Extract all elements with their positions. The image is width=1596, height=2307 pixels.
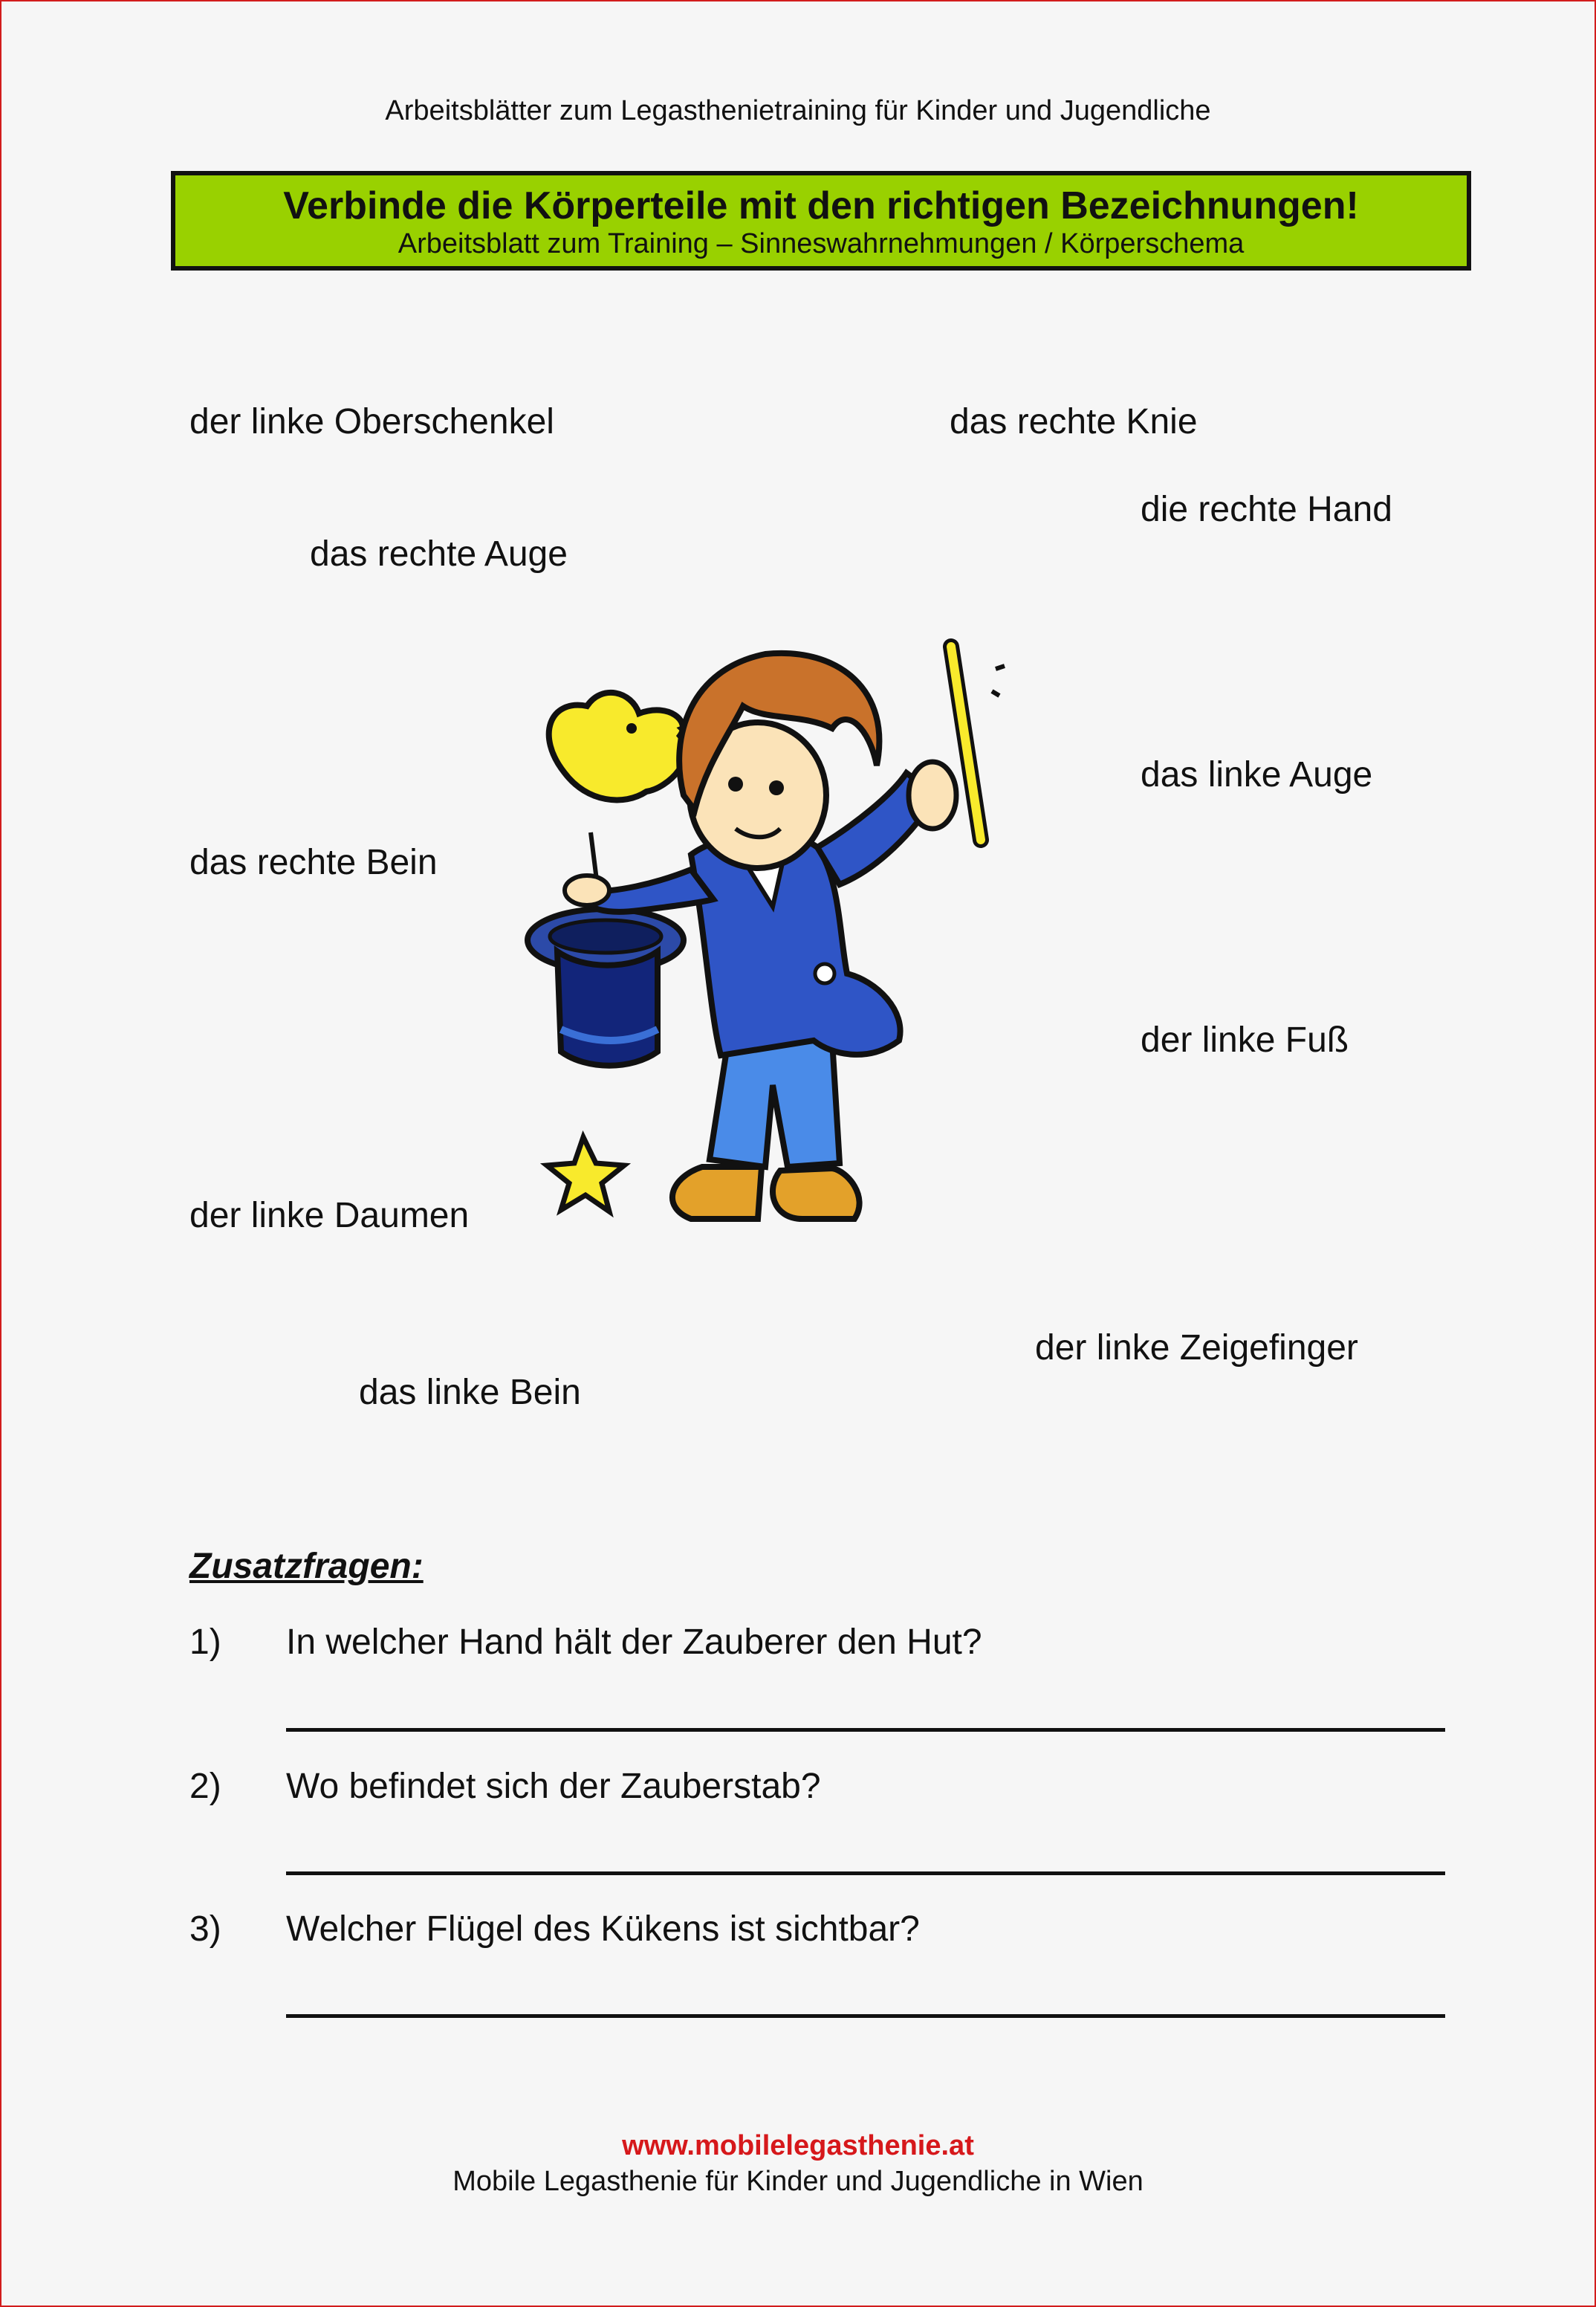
question-text: Welcher Flügel des Kükens ist sichtbar? [286, 1909, 920, 1949]
label-linker-oberschenkel: der linke Oberschenkel [189, 402, 554, 441]
answer-line-2[interactable] [286, 1871, 1445, 1875]
question-number: 1) [189, 1622, 221, 1662]
question-number: 2) [189, 1767, 221, 1806]
label-linker-fuss: der linke Fuß [1141, 1020, 1349, 1060]
label-rechtes-knie: das rechte Knie [950, 402, 1198, 441]
star-icon [547, 1137, 624, 1211]
label-rechte-hand: die rechte Hand [1141, 490, 1392, 529]
top-hat-icon [528, 909, 684, 1066]
footer-text: Mobile Legasthenie für Kinder und Jugendliche in Wien [452, 2166, 1144, 2197]
label-linkes-bein: das linke Bein [359, 1373, 581, 1412]
chick-icon [549, 693, 696, 800]
question-number: 3) [189, 1909, 221, 1949]
label-rechtes-auge: das rechte Auge [310, 534, 568, 574]
label-linker-daumen: der linke Daumen [189, 1196, 470, 1235]
question-text: Wo befindet sich der Zauberstab? [286, 1767, 821, 1806]
question-text: In welcher Hand hält der Zauberer den Hut? [286, 1622, 982, 1662]
label-linkes-auge: das linke Auge [1141, 755, 1373, 795]
worksheet-subtitle: Arbeitsblatt zum Training – Sinneswahrnehmungen / Körperschema [398, 228, 1245, 259]
label-linker-zeigefinger: der linke Zeigefinger [1035, 1328, 1358, 1368]
worksheet-title: Verbinde die Körperteile mit den richtigen Bezeichnungen! [283, 184, 1359, 227]
title-box [171, 171, 1471, 271]
magician-illustration [520, 624, 1085, 1278]
extra-questions-title: Zusatzfragen: [189, 1547, 424, 1586]
wand-icon [909, 647, 1005, 840]
footer-website-link[interactable]: www.mobilelegasthenie.at [622, 2130, 974, 2161]
label-rechtes-bein: das rechte Bein [189, 843, 438, 882]
answer-line-3[interactable] [286, 2014, 1445, 2018]
answer-line-1[interactable] [286, 1728, 1445, 1732]
page-header-line: Arbeitsblätter zum Legasthenietraining für Kinder und Jugendliche [385, 95, 1211, 126]
